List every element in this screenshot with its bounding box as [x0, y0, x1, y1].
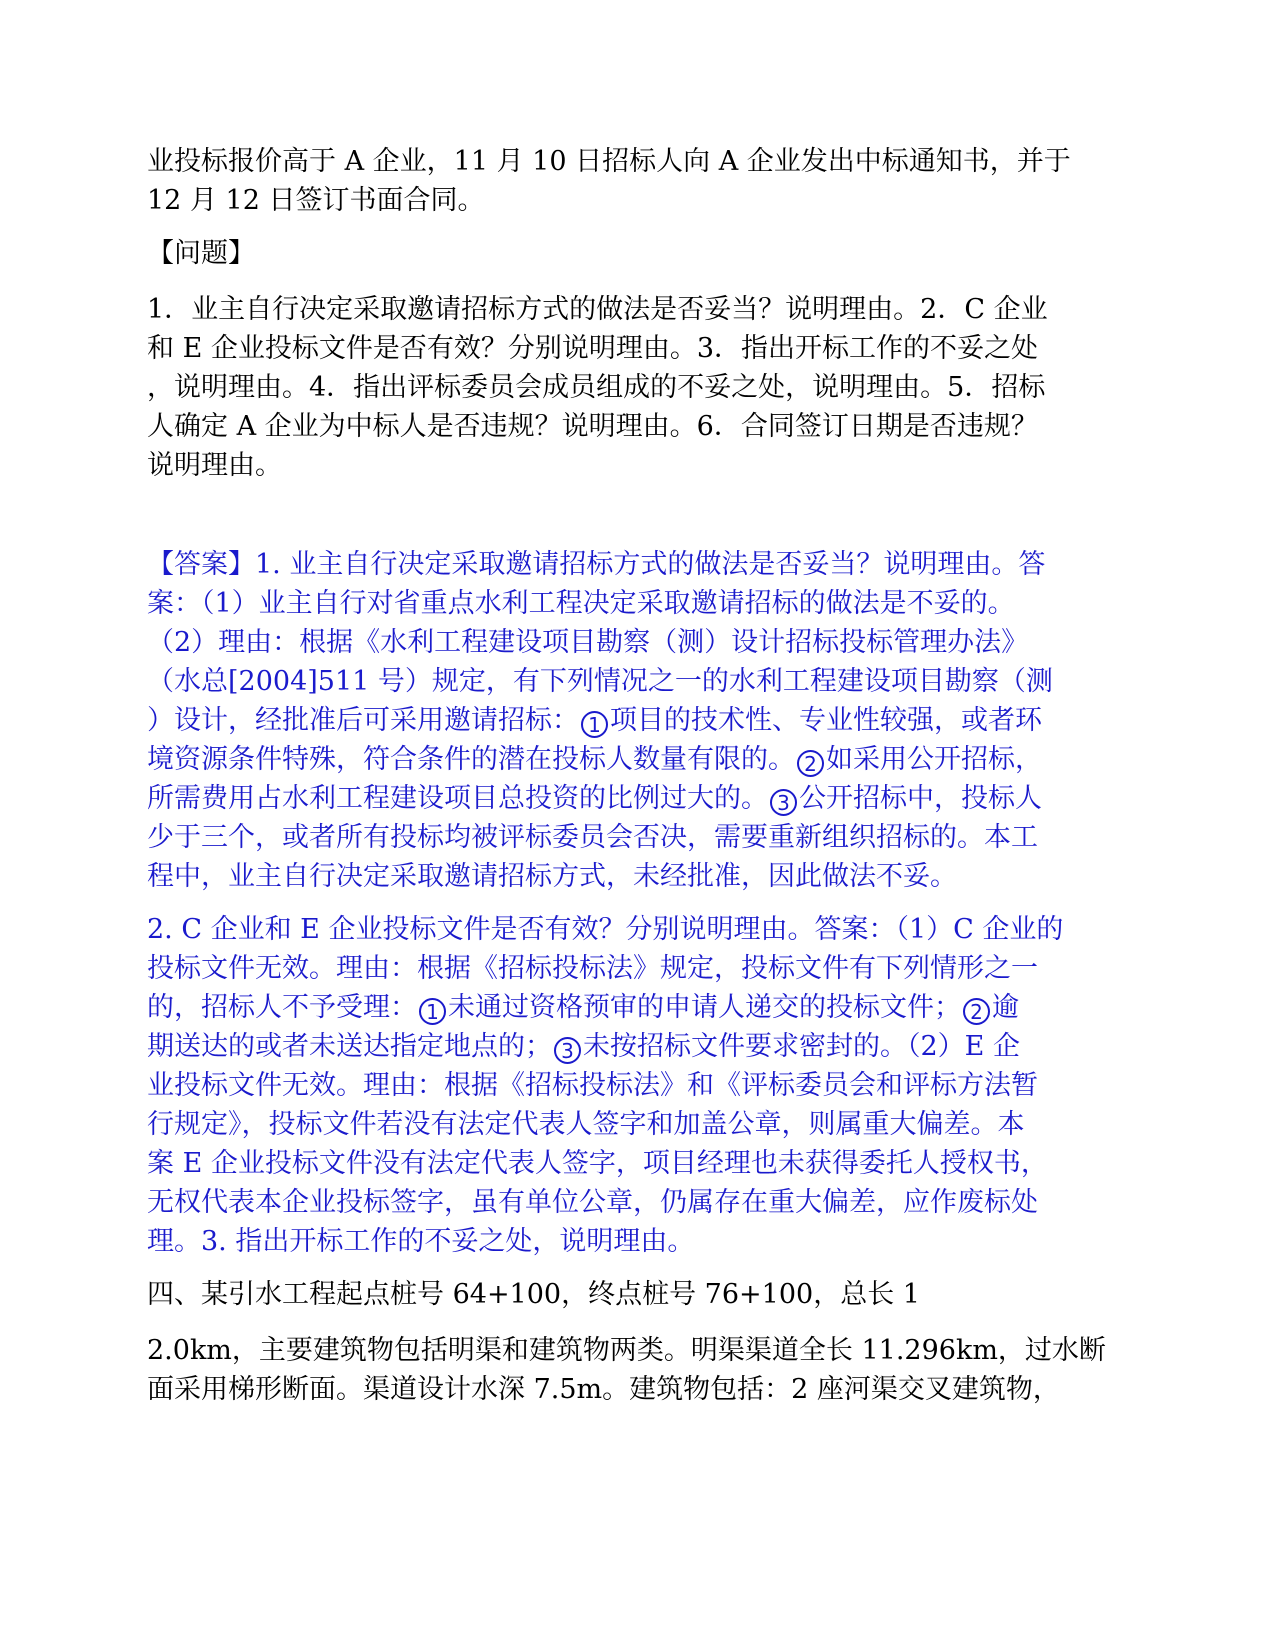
answer-1-paragraph	[147, 545, 1127, 896]
text-line	[147, 988, 1127, 1027]
section-4-heading	[147, 1275, 1127, 1314]
text-line: 行规定》，投标文件若没有法定代表人签字和加盖公章，则属重大偏差。本	[147, 1109, 1025, 1140]
text-line: 面采用梯形断面。渠道设计水深 7.5m。建筑物包括：2 座河渠交叉建筑物，	[147, 1374, 1060, 1405]
circled-number-marker: 1	[419, 998, 446, 1025]
text-line: 无权代表本企业投标签字，虽有单位公章，仍属存在重大偏差，应作废标处	[147, 1187, 1038, 1218]
text-line: 少于三个，或者所有投标均被评标委员会否决，需要重新组织招标的。本工	[147, 822, 1038, 853]
text-line	[147, 779, 1127, 818]
text-segment: 如采用公开招标，	[826, 744, 1042, 775]
text-segment: 所需费用占水利工程建设项目总投资的比例过大的。	[147, 783, 768, 814]
text-segment: 的，招标人不予受理：	[147, 992, 417, 1023]
text-line	[147, 1027, 1127, 1066]
text-segment: 项目的技术性、专业性较强，或者环	[610, 705, 1042, 736]
text-segment: 逾	[992, 992, 1019, 1023]
circled-number-marker: 1	[581, 711, 608, 738]
text-line	[147, 701, 1127, 740]
text-line: 和 E 企业投标文件是否有效？分别说明理由。3．指出开标工作的不妥之处	[147, 333, 1039, 364]
text-line: 12 月 12 日签订书面合同。	[147, 185, 485, 216]
circled-number-marker: 2	[797, 750, 824, 777]
text-line: 人确定 A 企业为中标人是否违规？说明理由。6．合同签订日期是否违规？	[147, 411, 1038, 442]
text-line: 程中，业主自行决定采取邀请招标方式，未经批准，因此做法不妥。	[147, 861, 957, 892]
text-line: （水总[2004]511 号）规定，有下列情况之一的水利工程建设项目勘察（测	[147, 666, 1053, 697]
text-segment: 公开招标中，投标人	[799, 783, 1042, 814]
text-line: 四、某引水工程起点桩号 64+100，终点桩号 76+100，总长 1	[147, 1279, 920, 1310]
text-line: 案 E 企业投标文件没有法定代表人签字，项目经理也未获得委托人授权书，	[147, 1148, 1048, 1179]
text-segment: 期送达的或者未送达指定地点的；	[147, 1031, 552, 1062]
text-line: 业投标报价高于 A 企业，11 月 10 日招标人向 A 企业发出中标通知书，并于	[147, 146, 1071, 177]
text-line: 2.0km，主要建筑物包括明渠和建筑物两类。明渠渠道全长 11.296km，过水断	[147, 1335, 1106, 1366]
text-line: 投标文件无效。理由：根据《招标投标法》规定，投标文件有下列情形之一	[147, 953, 1038, 984]
text-line: 理。3. 指出开标工作的不妥之处，说明理由。	[147, 1226, 695, 1257]
text-line: 说明理由。	[147, 450, 282, 481]
text-segment: ）设计，经批准后可采用邀请招标：	[147, 705, 579, 736]
intro-paragraph	[147, 142, 1127, 220]
circled-number-marker: 3	[770, 789, 797, 816]
text-line: 1．业主自行决定采取邀请招标方式的做法是否妥当？说明理由。2．C 企业	[147, 294, 1048, 325]
text-line: 【答案】1. 业主自行决定采取邀请招标方式的做法是否妥当？说明理由。答	[147, 549, 1046, 580]
text-line	[147, 740, 1127, 779]
text-line: ，说明理由。4．指出评标委员会成员组成的不妥之处，说明理由。5．招标	[147, 372, 1046, 403]
text-segment: 未按招标文件要求密封的。（2）E 企	[583, 1031, 1020, 1062]
circled-number-marker: 3	[554, 1037, 581, 1064]
question-heading	[147, 234, 1127, 273]
text-line: 2. C 企业和 E 企业投标文件是否有效？分别说明理由。答案：（1）C 企业的	[147, 914, 1064, 945]
circled-number-marker: 2	[963, 998, 990, 1025]
text-segment: 境资源条件特殊，符合条件的潜在投标人数量有限的。	[147, 744, 795, 775]
answer-2-paragraph	[147, 910, 1127, 1261]
text-line: 案：（1）业主自行对省重点水利工程决定采取邀请招标的做法是不妥的。	[147, 588, 1015, 619]
questions-paragraph	[147, 290, 1127, 485]
text-line: （2）理由：根据《水利工程建设项目勘察（测）设计招标投标管理办法》	[147, 627, 1029, 658]
text-line: 业投标文件无效。理由：根据《招标投标法》和《评标委员会和评标方法暂	[147, 1070, 1038, 1101]
section-4-paragraph	[147, 1331, 1127, 1409]
text-segment: 未通过资格预审的申请人递交的投标文件；	[448, 992, 961, 1023]
heading-text: 【问题】	[147, 238, 255, 269]
